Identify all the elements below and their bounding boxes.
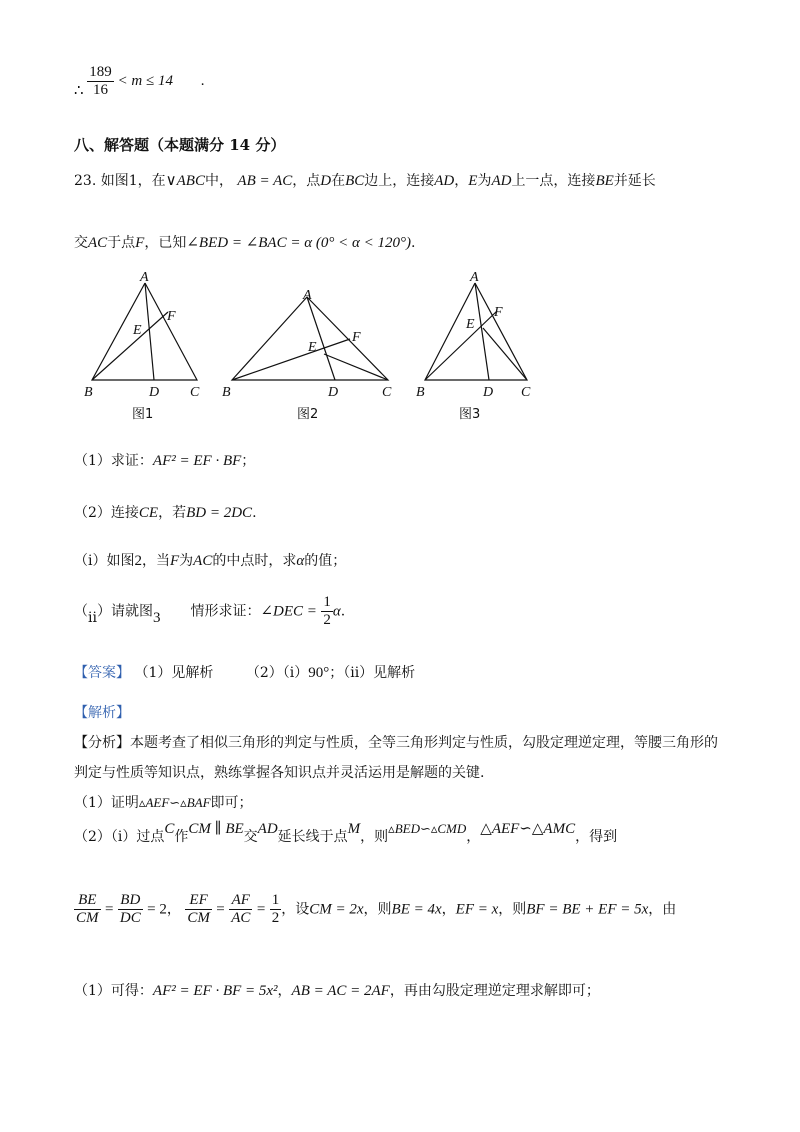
text: 边上，连接	[364, 173, 435, 189]
equals-2: = 2	[147, 901, 167, 918]
math-q1-formula: AF² = EF · BF	[152, 453, 242, 469]
math-alpha: α	[332, 603, 341, 620]
analysis-last-line	[74, 980, 600, 1000]
math-be-4x: BE = 4x	[391, 901, 442, 918]
text: ，由	[648, 901, 677, 918]
fig3-label-e: E	[466, 317, 475, 332]
figures-diagram	[70, 265, 550, 425]
fig3-label-d: D	[483, 385, 494, 400]
ratio-line	[74, 892, 676, 927]
fig2-label-e: E	[308, 340, 317, 355]
math-alpha: α	[296, 553, 305, 569]
period: .	[200, 72, 205, 89]
fenxi-line-2: 判定与性质等知识点，熟练掌握各知识点并灵活运用是解题的关键.	[74, 765, 485, 781]
fraction-denominator: 2	[271, 910, 280, 926]
answer-line	[74, 662, 415, 682]
text: ，则	[363, 901, 392, 918]
equals: =	[104, 901, 114, 918]
fig3-caption: 图3	[459, 407, 481, 422]
math-angle-condition: ∠BED = ∠BAC = α (0° < α < 120°)	[186, 235, 411, 251]
fraction-denominator: CM	[76, 910, 99, 926]
analysis-part-1	[74, 792, 253, 812]
text: （1）可得：	[74, 983, 153, 999]
text: ，	[277, 983, 292, 999]
fraction-be-cm	[74, 892, 101, 927]
fig1-label-d: D	[149, 385, 160, 400]
text: 的中点时，求	[212, 553, 297, 569]
text: ，得到	[575, 829, 618, 845]
math-bc: BC	[345, 173, 365, 189]
analysis-tag: 【解析】	[74, 705, 130, 721]
fraction-half	[270, 892, 282, 927]
text: 于点	[107, 235, 136, 251]
answer-tag: 【答案】	[74, 665, 130, 681]
fraction-denominator: AC	[231, 910, 251, 926]
problem-number: 23.	[74, 173, 97, 189]
equals: =	[256, 901, 266, 918]
math-abc: ∨ABC	[165, 173, 205, 189]
fig2-label-b: B	[222, 385, 231, 400]
text: ，	[466, 829, 481, 845]
fig2-caption: 图2	[297, 407, 319, 422]
fig3-ad	[475, 283, 489, 380]
math-f: F	[169, 553, 180, 569]
fig2-label-f: F	[352, 330, 361, 345]
math-c: C	[164, 821, 175, 837]
fraction-ef-cm	[185, 892, 212, 927]
fraction-bd-dc	[118, 892, 143, 927]
text: 如图1，在	[100, 173, 166, 189]
text: 在	[331, 173, 346, 189]
fenxi-text-1: 本题考查了相似三角形的判定与性质，全等三角形判定与性质，勾股定理逆定理，等腰三角形的	[130, 735, 718, 751]
text: （i）如图	[74, 553, 135, 569]
fig3-label-a: A	[470, 270, 479, 285]
text: 并延长	[613, 173, 656, 189]
math-bd-2dc: BD = 2DC	[186, 505, 253, 521]
text: 作	[174, 829, 189, 845]
fig2-label-a: A	[303, 288, 312, 303]
fraction-denominator: CM	[187, 910, 210, 926]
fig1-caption: 图1	[132, 407, 154, 422]
math-ac: AC	[193, 553, 213, 569]
fig3-label-f: F	[494, 305, 503, 320]
math-ef-x: EF = x	[455, 901, 499, 918]
math-f: F	[135, 235, 145, 251]
conclusion-line	[74, 64, 204, 99]
fraction-denominator: DC	[119, 910, 141, 926]
text: ）请就图	[96, 603, 153, 620]
problem-line-1	[74, 170, 656, 190]
equals: =	[216, 901, 225, 918]
fig1-label-b: B	[84, 385, 93, 400]
math-ad: AD	[491, 173, 512, 189]
text: ，	[166, 901, 181, 918]
math-similar-triangles: ▵AEF∽▵BAF	[138, 795, 211, 810]
text: 为	[179, 553, 194, 569]
text: （2）连接	[74, 505, 139, 521]
text: .	[252, 505, 257, 521]
text: ，若	[158, 505, 187, 521]
text: （1）证明	[74, 795, 139, 811]
answer-part-2-prefix: （2）（i）	[245, 665, 309, 681]
fig3-label-c: C	[521, 385, 531, 400]
inequality-text: < m ≤ 14	[117, 72, 173, 89]
roman-ii: ii	[88, 609, 97, 626]
question-1	[74, 450, 255, 470]
fig2-label-c: C	[382, 385, 392, 400]
problem-line-2	[74, 232, 415, 252]
text: （2）（i）过点	[74, 829, 165, 845]
text: ；	[241, 453, 256, 469]
text: 交	[243, 829, 258, 845]
math-af-squared: AF² = EF · BF = 5x²	[152, 983, 278, 999]
text: ，当	[141, 553, 170, 569]
math-m: M	[347, 821, 361, 837]
question-2-i	[74, 550, 346, 570]
text: ，则	[498, 901, 527, 918]
answer-90-degrees: 90°	[308, 665, 330, 681]
fraction-numerator: BE	[74, 892, 101, 910]
math-ab-ac-2af: AB = AC = 2AF	[291, 983, 390, 999]
question-2-ii	[74, 594, 345, 629]
text: ，已知	[144, 235, 187, 251]
math-fig-number: 2	[134, 553, 142, 569]
fig1-label-f: F	[167, 309, 176, 324]
fig1-label-e: E	[133, 323, 142, 338]
fraction-189-16	[87, 64, 114, 99]
math-bf-5x: BF = BE + EF = 5x	[526, 901, 649, 918]
math-e: E	[468, 173, 478, 189]
section-title: 八、解答题（本题满分 14 分）	[74, 136, 286, 154]
therefore-symbol: ∴	[74, 82, 84, 99]
math-cm-2x: CM = 2x	[309, 901, 364, 918]
math-ab-ac: AB = AC	[237, 173, 293, 189]
text: 上一点，连接	[511, 173, 596, 189]
text: 的值；	[304, 553, 347, 569]
fig2-label-d: D	[328, 385, 339, 400]
math-be: BE	[595, 173, 614, 189]
math-ac: AC	[88, 235, 108, 251]
fraction-numerator: 1	[323, 594, 331, 610]
math-fig-number: 3	[152, 609, 161, 626]
analysis-part-2	[74, 821, 618, 846]
text: 情形求证：	[190, 603, 261, 620]
math-similar-bed-cmd: ▵BED∽▵CMD	[388, 821, 467, 836]
math-similar-aef-amc: △AEF∽△AMC	[480, 821, 576, 837]
fraction-half	[321, 594, 333, 629]
text: 中，	[204, 173, 233, 189]
math-angle-dec: ∠DEC =	[260, 603, 317, 620]
text: 延长线于点	[277, 829, 348, 845]
fig3-label-b: B	[416, 385, 425, 400]
fenxi-tag: 【分析】	[74, 735, 130, 751]
fraction-numerator: 1	[271, 892, 280, 908]
fenxi-line-1	[74, 732, 718, 752]
answer-part-2-suffix: ；（ii）见解析	[329, 665, 416, 681]
fraction-af-ac	[229, 892, 252, 927]
fraction-numerator: EF	[185, 892, 212, 910]
math-ce: CE	[138, 505, 159, 521]
text: ，则	[360, 829, 389, 845]
math-ad: AD	[434, 173, 455, 189]
math-d: D	[320, 173, 332, 189]
fig2-triangle	[232, 297, 388, 380]
fraction-numerator: 189	[89, 64, 112, 80]
math-cm-parallel-be: CM ∥ BE	[188, 821, 244, 837]
text: ，	[454, 173, 469, 189]
fig1-label-c: C	[190, 385, 200, 400]
fig3-bf	[425, 311, 497, 380]
math-ad: AD	[257, 821, 278, 837]
fig2-ad	[307, 297, 335, 380]
text: ，	[441, 901, 456, 918]
text: ，设	[281, 901, 310, 918]
fraction-denominator: 2	[323, 612, 331, 628]
answer-part-1: （1）见解析	[134, 665, 214, 681]
text: .	[410, 235, 416, 251]
text: 即可；	[210, 795, 253, 811]
fig1-label-a: A	[140, 270, 149, 285]
fraction-denominator: 16	[93, 82, 109, 98]
question-2	[74, 502, 257, 522]
fraction-numerator: AF	[229, 892, 252, 910]
text: （1）求证：	[74, 453, 153, 469]
text: 交	[74, 235, 88, 251]
text: 为	[477, 173, 492, 189]
text: .	[340, 603, 346, 620]
text: （	[74, 603, 88, 620]
text: ，点	[292, 173, 321, 189]
fig1-bf	[92, 312, 168, 380]
fraction-numerator: BD	[118, 892, 143, 910]
text: ，再由勾股定理逆定理求解即可；	[389, 983, 600, 999]
fig3-ec	[483, 328, 527, 380]
